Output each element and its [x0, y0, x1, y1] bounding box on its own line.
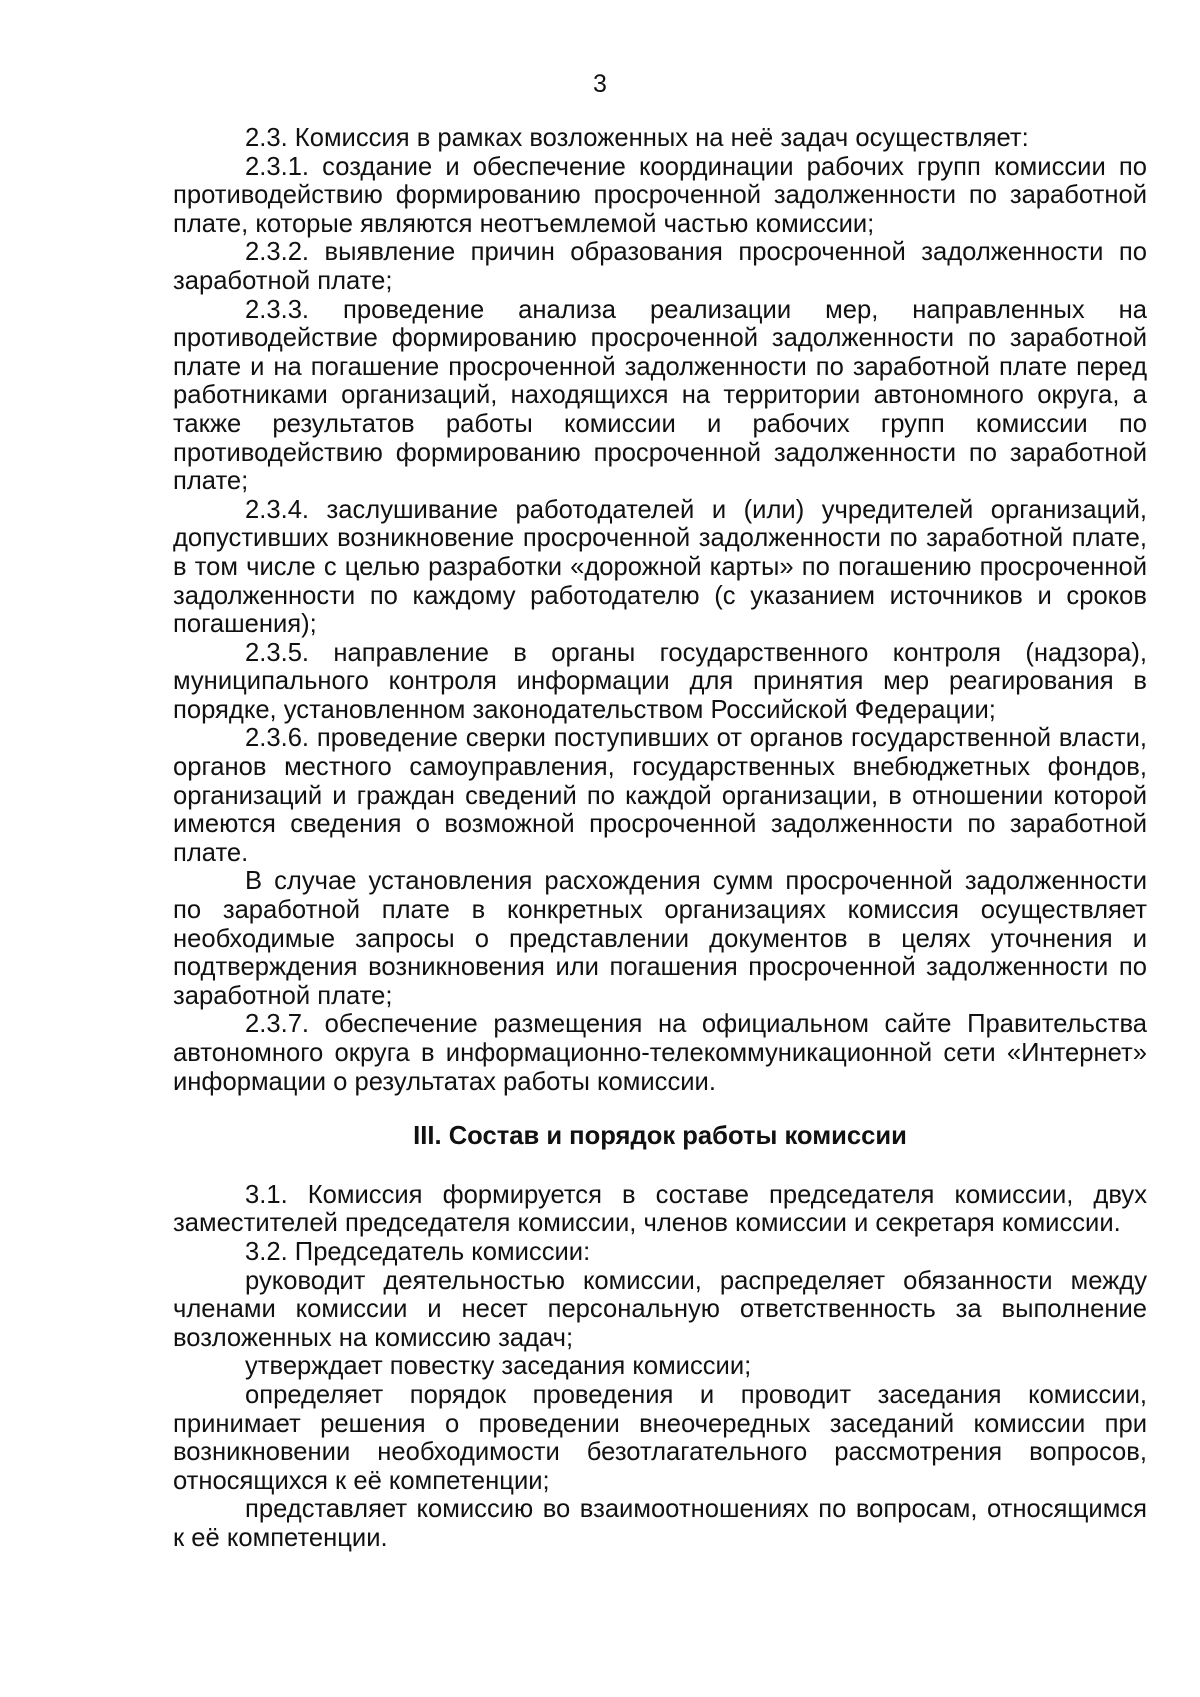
- paragraph-chair-duty-1: руководит деятельностью комиссии, распределяет обязанности между членами комиссии и несет персональную ответственность за выполнение возложенных на комиссию задач;: [173, 1266, 1147, 1352]
- paragraph-2-3-5: 2.3.5. направление в органы государственного контроля (надзора), муниципального контроля информации для принятия мер реагирования в порядке, установленном законодательством Российской Федерации;: [173, 638, 1147, 724]
- paragraph-2-3-1: 2.3.1. создание и обеспечение координации рабочих групп комиссии по противодействию формированию просроченной задолженности по заработной плате, которые являются неотъемлемой частью комиссии;: [173, 152, 1147, 238]
- paragraph-2-3-3: 2.3.3. проведение анализа реализации мер, направленных на противодействие формированию просроченной задолженности по заработной плате и на погашение просроченной задолженности по заработной плате перед работниками организаций, находящихся на территории автономного округа, а также результатов работы комиссии и рабочих групп комиссии по противодействию формированию просроченной задолженности по заработной плате;: [173, 295, 1147, 496]
- paragraph-chair-duty-2: утверждает повестку заседания комиссии;: [245, 1352, 752, 1381]
- paragraph-chair-duty-4: представляет комиссию во взаимоотношениях по вопросам, относящимся к её компетенции.: [173, 1495, 1147, 1552]
- paragraph-2-3-7: 2.3.7. обеспечение размещения на официальном сайте Правительства автономного округа в информационно-телекоммуникационной сети «Интернет» информации о результатах работы комиссии.: [173, 1010, 1147, 1096]
- paragraph-2-3-6: 2.3.6. проведение сверки поступивших от органов государственной власти, органов местного самоуправления, государственных внебюджетных фондов, организаций и граждан сведений по каждой организации, в отношении которой имеются сведения о возможной просроченной задолженности по заработной плате.: [173, 724, 1147, 867]
- document-body: [173, 124, 1147, 1553]
- paragraph-3-1: 3.1. Комиссия формируется в составе председателя комиссии, двух заместителей председателя комиссии, членов комиссии и секретаря комиссии.: [173, 1180, 1147, 1238]
- page-number: 3: [593, 70, 607, 98]
- paragraph-2-3: 2.3. Комиссия в рамках возложенных на неё задач осуществляет:: [245, 124, 1029, 152]
- paragraph-3-2: 3.2. Председатель комиссии:: [245, 1237, 591, 1266]
- paragraph-chair-duty-3: определяет порядок проведения и проводит заседания комиссии, принимает решения о проведении внеочередных заседаний комиссии при возникновении необходимости безотлагательного рассмотрения вопросов, относящихся к её компетенции;: [173, 1380, 1147, 1495]
- paragraph-discrepancy: В случае установления расхождения сумм просроченной задолженности по заработной плате в конкретных организациях комиссия осуществляет необходимые запросы о представлении документов в целях уточнения и подтверждения возникновения или погашения просроченной задолженности по заработной плате;: [173, 867, 1147, 1010]
- paragraph-2-3-4: 2.3.4. заслушивание работодателей и (или) учредителей организаций, допустивших возникновение просроченной задолженности по заработной плате, в том числе с целью разработки «дорожной карты» по погашению просроченной задолженности по каждому работодателю (с указанием источников и сроков погашения);: [173, 495, 1147, 639]
- section-heading: III. Состав и порядок работы комиссии: [413, 1122, 907, 1151]
- paragraph-2-3-2: 2.3.2. выявление причин образования просроченной задолженности по заработной плате;: [173, 238, 1147, 295]
